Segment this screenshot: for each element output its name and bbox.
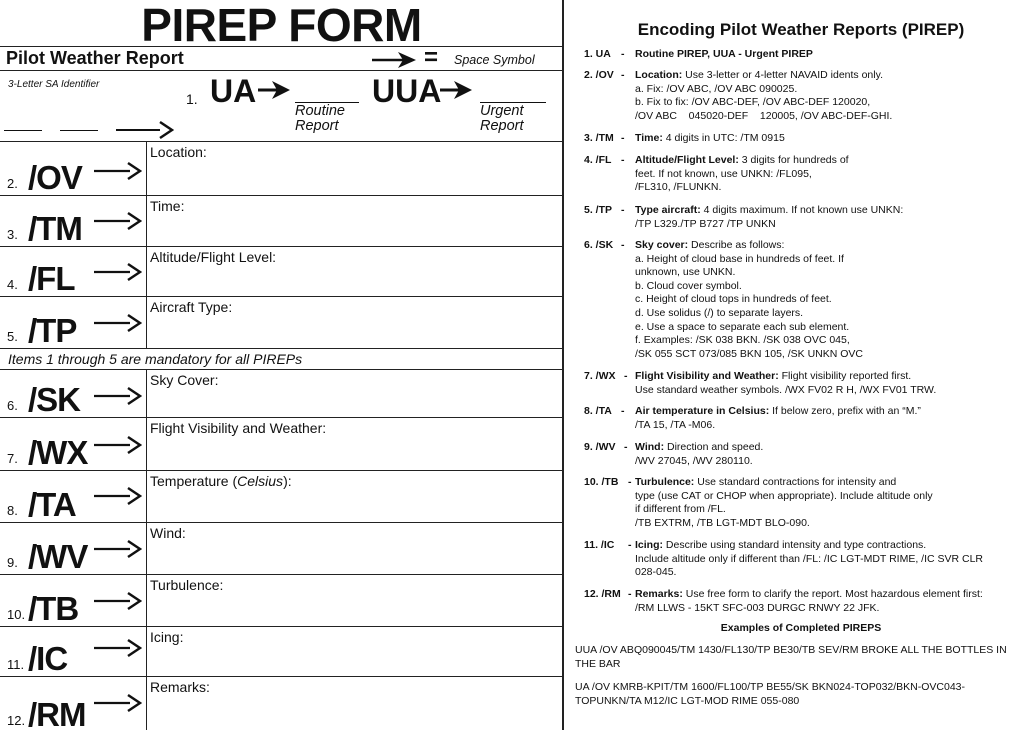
entry-heading: Sky cover: xyxy=(635,239,689,251)
field-divider xyxy=(146,141,147,195)
equals-symbol: = xyxy=(424,44,439,71)
field-divider xyxy=(146,246,147,296)
form-title: PIREP FORM xyxy=(141,0,422,51)
mandatory-note: Items 1 through 5 are mandatory for all PIREPs xyxy=(8,351,303,367)
entry-code: 2. /OV xyxy=(584,69,614,81)
temperature-field[interactable] xyxy=(150,473,292,489)
entry-code: 7. /WX xyxy=(584,370,616,382)
turbulence-field[interactable]: Turbulence: xyxy=(150,577,224,593)
row-code: /OV xyxy=(28,159,82,196)
arrow-icon xyxy=(94,539,142,559)
entry-heading: Altitude/Flight Level: xyxy=(635,154,739,166)
entry-line: 028-045. xyxy=(635,566,677,579)
wind-field[interactable]: Wind: xyxy=(150,525,186,541)
urgent-label-line: Report xyxy=(480,118,524,134)
entry-heading: Remarks: xyxy=(635,588,683,600)
entry-heading: Wind: xyxy=(635,441,665,453)
field-divider xyxy=(146,417,147,470)
entry-text: If below zero, prefix with an “M.” xyxy=(769,405,921,417)
entry-heading: Time: xyxy=(635,132,663,144)
sa-arrow-icon xyxy=(116,120,174,140)
ua-code: UA xyxy=(210,73,257,109)
entry-code: 10. /TB xyxy=(584,476,619,488)
entry-heading: Location: xyxy=(635,69,683,81)
icing-field[interactable]: Icing: xyxy=(150,629,184,645)
entry-line: b. Cloud cover symbol. xyxy=(635,279,742,292)
entry-line: f. Examples: /SK 038 BKN. /SK 038 OVC 045, xyxy=(635,334,850,347)
uua-code: UUA xyxy=(372,73,442,109)
entry-text: Use free form to clarify the report. Most hazardous element first: xyxy=(682,588,983,600)
entry-code: 6. /SK xyxy=(584,239,614,251)
entry-code: 4. /FL xyxy=(584,154,612,166)
row-number: 7. xyxy=(7,451,18,466)
divider xyxy=(0,46,563,47)
entry-heading: Turbulence: xyxy=(635,476,695,488)
entry-dash: - xyxy=(624,441,628,453)
routine-label-line: Routine xyxy=(295,103,345,119)
form-row-visibility-weather xyxy=(0,417,563,470)
entry-line: Use standard weather symbols. /WX FV02 R H, /WX FV01 TRW. xyxy=(635,383,937,396)
entry-code: 11. /IC xyxy=(584,539,615,551)
arrow-icon xyxy=(94,211,142,231)
celsius-label: Celsius xyxy=(237,473,284,489)
field-divider xyxy=(146,574,147,626)
entry-dash: - xyxy=(621,48,625,60)
entry-dash: - xyxy=(621,204,625,216)
field-divider xyxy=(146,296,147,348)
entry-dash: - xyxy=(621,405,625,417)
field-divider xyxy=(146,470,147,522)
row-code: /RM xyxy=(28,696,86,730)
entry-line: /TP L329./TP B727 /TP UNKN xyxy=(635,217,776,230)
space-symbol-label: Space Symbol xyxy=(454,53,535,67)
entry-heading: Air temperature in Celsius: xyxy=(635,405,770,417)
entry-line: b. Fix to fix: /OV ABC-DEF, /OV ABC-DEF 120020, xyxy=(635,96,871,109)
form-row-altitude xyxy=(0,246,563,296)
time-field[interactable]: Time: xyxy=(150,198,185,214)
entry-dash: - xyxy=(621,132,625,144)
divider xyxy=(0,70,563,71)
arrow-icon xyxy=(94,693,142,713)
arrow-icon xyxy=(94,638,142,658)
entry-code: 8. /TA xyxy=(584,405,612,417)
entry-line: feet. If not known, use UNKN: /FL095, xyxy=(635,167,812,180)
arrow-icon xyxy=(94,262,142,282)
entry-text: 4 digits in UTC: /TM 0915 xyxy=(662,132,785,144)
field-divider xyxy=(146,195,147,246)
entry-line: /RM LLWS - 15KT SFC-003 DURGC RNWY 22 JFK. xyxy=(635,601,880,614)
form-row-sky-cover xyxy=(0,369,563,417)
entry-code: 9. /WV xyxy=(584,441,616,453)
entry-line: /SK 055 SCT 073/085 BKN 105, /SK UNKN OVC xyxy=(635,347,864,360)
row-number: 10. xyxy=(7,607,26,622)
entry-line: e. Use a space to separate each sub element. xyxy=(635,320,850,333)
entry-code: 1. UA xyxy=(584,48,611,60)
arrow-icon xyxy=(94,386,142,406)
example-pirep: UUA /OV ABQ090045/TM 1430/FL130/TP BE30/TB SEV/RM BROKE ALL THE BOTTLES IN THE BAR xyxy=(575,644,1007,670)
arrow-icon xyxy=(94,313,142,333)
entry-line: if different from /FL. xyxy=(635,503,726,516)
entry-text: Use 3-letter or 4-letter NAVAID idents only. xyxy=(682,69,883,81)
arrow-icon xyxy=(94,435,142,455)
row-code: /FL xyxy=(28,260,75,297)
field-divider xyxy=(146,369,147,417)
entry-heading: Flight Visibility and Weather: xyxy=(635,370,779,382)
field-divider xyxy=(146,626,147,676)
entry-dash: - xyxy=(628,539,632,551)
entry-code: 3. /TM xyxy=(584,132,614,144)
encoding-guide-panel xyxy=(566,0,1036,730)
entry-text: Flight visibility reported first. xyxy=(778,370,912,382)
sa-identifier-label: 3-Letter SA Identifier xyxy=(8,79,100,90)
row-number: 11. xyxy=(7,657,25,672)
routine-report-label xyxy=(295,104,345,134)
altitude-field[interactable]: Altitude/Flight Level: xyxy=(150,249,277,265)
sa-identifier-blank-2[interactable] xyxy=(60,130,98,131)
arrow-icon xyxy=(94,161,142,181)
entry-text: Direction and speed. xyxy=(664,441,764,453)
row-code: /SK xyxy=(28,381,81,418)
entry-line: /OV ABC 045020-DEF 120005, /OV ABC-DEF-GHI. xyxy=(635,109,893,122)
form-row-location xyxy=(0,141,563,195)
row-code: /TM xyxy=(28,210,82,247)
entry-line: d. Use solidus (/) to separate layers. xyxy=(635,306,804,319)
entry-dash: - xyxy=(621,239,625,251)
entry-dash: - xyxy=(628,588,632,600)
entry-heading: Routine PIREP, UUA - Urgent PIREP xyxy=(635,48,813,60)
urgent-label-line: Urgent xyxy=(480,103,524,119)
entry-line: a. Height of cloud base in hundreds of feet. If xyxy=(635,252,844,265)
encoding-title: Encoding Pilot Weather Reports (PIREP) xyxy=(637,20,965,39)
form-row-time xyxy=(0,195,563,246)
sky-cover-field[interactable]: Sky Cover: xyxy=(150,372,219,388)
entry-line: /WV 27045, /WV 280110. xyxy=(635,454,753,467)
entry-text: 3 digits for hundreds of xyxy=(738,154,849,166)
space-symbol-arrow-icon xyxy=(372,50,416,70)
item-number: 1. xyxy=(186,91,198,107)
entry-line: a. Fix: /OV ABC, /OV ABC 090025. xyxy=(635,82,798,95)
row-code: /WX xyxy=(28,434,88,471)
entry-line: type (use CAT or CHOP when appropriate). Include altitude only xyxy=(635,489,933,502)
entry-line: Include altitude only if different than /FL: /IC LGT-MDT RIME, /IC SVR CLR xyxy=(635,552,983,565)
example-pirep: UA /OV KMRB-KPIT/TM 1600/FL100/TP BE55/SK BKN024-TOP032/BKN-OVC043-TOPUNKN/TA M12/IC LGT-MOD RIME 055-080 xyxy=(575,681,966,707)
entry-text: Describe as follows: xyxy=(688,239,785,251)
field-divider xyxy=(146,676,147,730)
entry-line: c. Height of cloud tops in hundreds of feet. xyxy=(635,293,832,306)
row-number: 2. xyxy=(7,176,18,191)
uua-arrow-icon xyxy=(440,80,472,100)
entry-line: /FL310, /FLUNKN. xyxy=(635,181,722,194)
entry-text: Use standard contractions for intensity and xyxy=(694,476,897,488)
row-code: /TP xyxy=(28,312,77,349)
entry-dash: - xyxy=(628,476,632,488)
row-number: 9. xyxy=(7,555,18,570)
field-divider xyxy=(146,522,147,574)
sa-identifier-blank-1[interactable] xyxy=(4,130,42,131)
form-row-icing xyxy=(0,626,563,676)
temperature-label-end: ): xyxy=(283,473,292,489)
remarks-field[interactable]: Remarks: xyxy=(150,679,210,695)
location-field[interactable]: Location: xyxy=(150,144,207,160)
arrow-icon xyxy=(94,591,142,611)
entry-heading: Type aircraft: xyxy=(635,204,701,216)
entry-dash: - xyxy=(624,370,628,382)
entry-code: 5. /TP xyxy=(584,204,613,216)
entry-dash: - xyxy=(621,69,625,81)
routine-label-line: Report xyxy=(295,118,339,134)
row-number: 8. xyxy=(7,503,18,518)
entry-line: /TB EXTRM, /TB LGT-MDT BLO-090. xyxy=(635,516,810,529)
form-row-remarks xyxy=(0,676,563,730)
entry-line: /TA 15, /TA -M06. xyxy=(635,418,716,431)
entry-dash: - xyxy=(621,154,625,166)
entry-line: unknown, use UNKN. xyxy=(635,266,736,279)
temperature-label: Temperature ( xyxy=(150,473,238,489)
row-number: 3. xyxy=(7,227,18,242)
entry-text: Describe using standard intensity and type contractions. xyxy=(663,539,927,551)
row-code: /IC xyxy=(28,640,68,677)
form-row-wind xyxy=(0,522,563,574)
row-code: /TB xyxy=(28,590,79,627)
visibility-weather-field[interactable]: Flight Visibility and Weather: xyxy=(150,420,327,436)
row-number: 6. xyxy=(7,398,18,413)
entry-text: 4 digits maximum. If not known use UNKN: xyxy=(700,204,904,216)
row-code: /WV xyxy=(28,538,88,575)
form-row-temperature xyxy=(0,470,563,522)
form-row-aircraft-type xyxy=(0,296,563,348)
urgent-report-label xyxy=(480,104,524,134)
divider xyxy=(0,348,563,349)
ua-arrow-icon xyxy=(258,80,290,100)
form-subtitle: Pilot Weather Report xyxy=(6,48,184,68)
examples-title: Examples of Completed PIREPS xyxy=(720,622,882,634)
entry-heading: Icing: xyxy=(635,539,663,551)
form-row-turbulence xyxy=(0,574,563,626)
arrow-icon xyxy=(94,486,142,506)
row-number: 4. xyxy=(7,277,18,292)
row-number: 12. xyxy=(7,713,26,728)
row-number: 5. xyxy=(7,329,18,344)
row-code: /TA xyxy=(28,486,76,523)
entry-code: 12. /RM xyxy=(584,588,621,600)
aircraft-type-field[interactable]: Aircraft Type: xyxy=(150,299,233,315)
